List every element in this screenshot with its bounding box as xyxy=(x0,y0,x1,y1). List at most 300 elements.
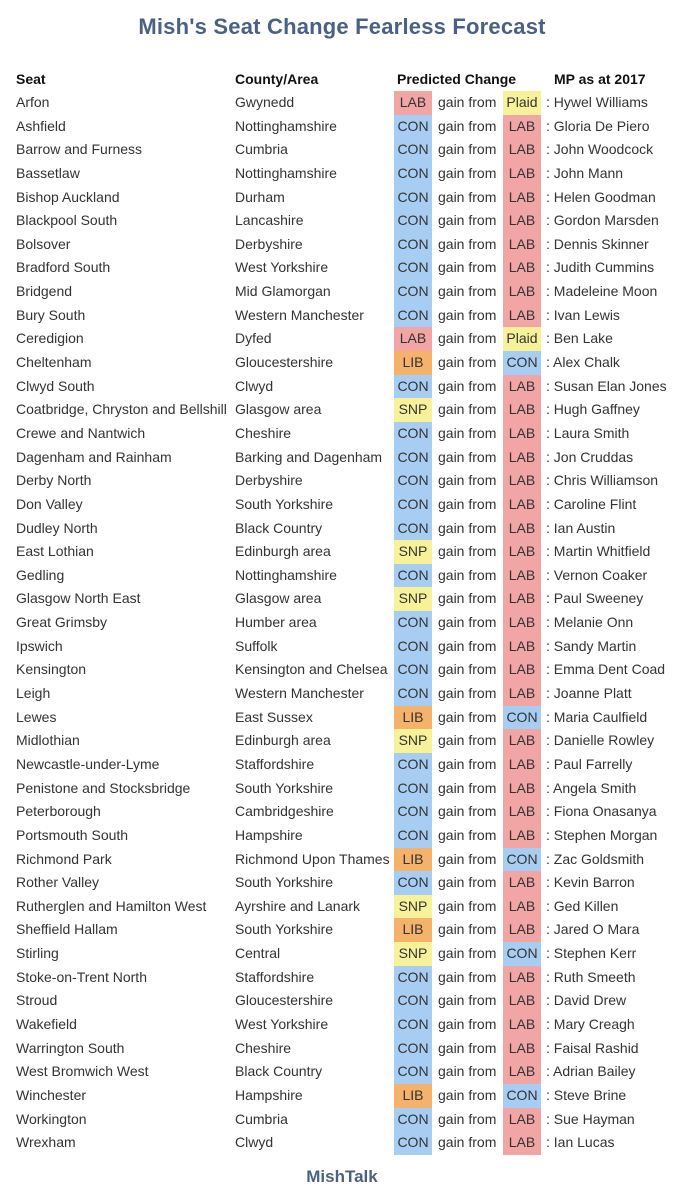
seat-name: Lewes xyxy=(16,708,57,725)
table-row xyxy=(0,91,684,115)
table-row xyxy=(0,611,684,635)
mp-name: : Steve Brine xyxy=(546,1086,627,1103)
losing-party-badge: LAB xyxy=(503,138,541,162)
winning-party-badge: LAB xyxy=(394,91,432,115)
county-area: Cheshire xyxy=(235,1039,292,1056)
gain-from-text: gain from xyxy=(438,188,497,205)
winning-party-badge: CON xyxy=(394,658,432,682)
county-area: West Yorkshire xyxy=(235,259,329,276)
losing-party-badge: CON xyxy=(503,351,541,375)
table-row xyxy=(0,1084,684,1108)
county-area: Western Manchester xyxy=(235,685,364,702)
mp-name: : Ivan Lewis xyxy=(546,306,620,323)
seat-name: Bradford South xyxy=(16,259,111,276)
footer-brand: MishTalk xyxy=(306,1167,378,1186)
county-area: West Yorkshire xyxy=(235,1015,329,1032)
mp-name: : Ben Lake xyxy=(546,330,613,347)
table-row xyxy=(0,517,684,541)
county-area: Black Country xyxy=(235,1063,323,1080)
mp-name: : Stephen Morgan xyxy=(546,826,658,843)
winning-party-badge: SNP xyxy=(394,587,432,611)
winning-party-badge: CON xyxy=(394,493,432,517)
gain-from-text: gain from xyxy=(438,117,497,134)
gain-from-text: gain from xyxy=(438,259,497,276)
seat-name: Midlothian xyxy=(16,732,80,749)
mp-name: : Mary Creagh xyxy=(546,1015,635,1032)
mp-name: : Caroline Flint xyxy=(546,495,637,512)
county-area: Gloucestershire xyxy=(235,992,334,1009)
gain-from-text: gain from xyxy=(438,1039,497,1056)
table-row xyxy=(0,493,684,517)
gain-from-text: gain from xyxy=(438,306,497,323)
table-row xyxy=(0,800,684,824)
losing-party-badge: LAB xyxy=(503,517,541,541)
county-area: Clwyd xyxy=(235,377,274,394)
losing-party-badge: LAB xyxy=(503,989,541,1013)
county-area: Cumbria xyxy=(235,141,288,158)
gain-from-text: gain from xyxy=(438,614,497,631)
county-area: South Yorkshire xyxy=(235,921,334,938)
gain-from-text: gain from xyxy=(438,826,497,843)
mp-name: : Ged Killen xyxy=(546,897,619,914)
county-area: Barking and Dagenham xyxy=(235,448,383,465)
table-row xyxy=(0,871,684,895)
winning-party-badge: CON xyxy=(394,682,432,706)
table-row xyxy=(0,469,684,493)
mp-name: : Melanie Onn xyxy=(546,614,634,631)
table-row xyxy=(0,280,684,304)
mp-name: : Paul Sweeney xyxy=(546,590,644,607)
gain-from-text: gain from xyxy=(438,377,497,394)
table-row xyxy=(0,446,684,470)
losing-party-badge: LAB xyxy=(503,753,541,777)
table-row xyxy=(0,186,684,210)
gain-from-text: gain from xyxy=(438,637,497,654)
losing-party-badge: LAB xyxy=(503,233,541,257)
winning-party-badge: CON xyxy=(394,280,432,304)
losing-party-badge: LAB xyxy=(503,1037,541,1061)
table-row xyxy=(0,635,684,659)
losing-party-badge: LAB xyxy=(503,918,541,942)
seat-name: Portsmouth South xyxy=(16,826,129,843)
mp-name: : Alex Chalk xyxy=(546,354,620,371)
table-row xyxy=(0,233,684,257)
table-row xyxy=(0,587,684,611)
county-area: Cumbria xyxy=(235,1110,288,1127)
table-row xyxy=(0,256,684,280)
mp-name: : Helen Goodman xyxy=(546,188,656,205)
table-row xyxy=(0,942,684,966)
table-row xyxy=(0,1108,684,1132)
losing-party-badge: LAB xyxy=(503,611,541,635)
losing-party-badge: LAB xyxy=(503,966,541,990)
losing-party-badge: LAB xyxy=(503,446,541,470)
gain-from-text: gain from xyxy=(438,921,497,938)
losing-party-badge: LAB xyxy=(503,280,541,304)
seat-name: Ipswich xyxy=(16,637,63,654)
table-row xyxy=(0,138,684,162)
winning-party-badge: CON xyxy=(394,138,432,162)
table-row xyxy=(0,115,684,139)
winning-party-badge: LIB xyxy=(394,706,432,730)
seat-name: Kensington xyxy=(16,661,87,678)
seat-name: Crewe and Nantwich xyxy=(16,424,146,441)
mp-name: : Ian Austin xyxy=(546,519,616,536)
winning-party-badge: SNP xyxy=(394,398,432,422)
seat-name: Bishop Auckland xyxy=(16,188,120,205)
county-area: East Sussex xyxy=(235,708,313,725)
losing-party-badge: LAB xyxy=(503,824,541,848)
seat-name: Dudley North xyxy=(16,519,98,536)
mp-name: : Sue Hayman xyxy=(546,1110,635,1127)
winning-party-badge: CON xyxy=(394,233,432,257)
winning-party-badge: LAB xyxy=(394,327,432,351)
mp-name: : Angela Smith xyxy=(546,779,637,796)
seat-name: Gedling xyxy=(16,566,65,583)
losing-party-badge: LAB xyxy=(503,162,541,186)
mp-name: : Gloria De Piero xyxy=(546,117,650,134)
losing-party-badge: LAB xyxy=(503,635,541,659)
losing-party-badge: LAB xyxy=(503,375,541,399)
winning-party-badge: SNP xyxy=(394,540,432,564)
seat-name: West Bromwich West xyxy=(16,1063,149,1080)
losing-party-badge: LAB xyxy=(503,587,541,611)
county-area: Mid Glamorgan xyxy=(235,283,331,300)
seat-name: Bassetlaw xyxy=(16,164,80,181)
losing-party-badge: LAB xyxy=(503,777,541,801)
losing-party-badge: LAB xyxy=(503,800,541,824)
mp-name: : John Mann xyxy=(546,164,624,181)
gain-from-text: gain from xyxy=(438,141,497,158)
mp-name: : Fiona Onasanya xyxy=(546,803,657,820)
county-area: Nottinghamshire xyxy=(235,566,337,583)
table-row xyxy=(0,777,684,801)
seat-name: Wakefield xyxy=(16,1015,77,1032)
seat-name: Stirling xyxy=(16,945,59,962)
county-area: Staffordshire xyxy=(235,755,315,772)
mp-name: : Maria Caulfield xyxy=(546,708,648,725)
county-area: South Yorkshire xyxy=(235,874,334,891)
county-area: Glasgow area xyxy=(235,590,322,607)
seat-name: Stroud xyxy=(16,992,58,1009)
gain-from-text: gain from xyxy=(438,164,497,181)
winning-party-badge: LIB xyxy=(394,848,432,872)
county-area: Hampshire xyxy=(235,1086,303,1103)
gain-from-text: gain from xyxy=(438,212,497,229)
seat-name: Arfon xyxy=(16,94,50,110)
seat-name: Bridgend xyxy=(16,283,73,300)
winning-party-badge: CON xyxy=(394,209,432,233)
gain-from-text: gain from xyxy=(438,566,497,583)
winning-party-badge: LIB xyxy=(394,351,432,375)
gain-from-text: gain from xyxy=(438,685,497,702)
losing-party-badge: LAB xyxy=(503,895,541,919)
mp-name: : Susan Elan Jones xyxy=(546,377,667,394)
seat-name: Sheffield Hallam xyxy=(16,921,118,938)
county-area: Kensington and Chelsea xyxy=(235,661,388,678)
gain-from-text: gain from xyxy=(438,1134,497,1151)
table-row xyxy=(0,848,684,872)
county-area: Staffordshire xyxy=(235,968,315,985)
seat-name: Peterborough xyxy=(16,803,101,820)
losing-party-badge: LAB xyxy=(503,729,541,753)
county-area: Derbyshire xyxy=(235,472,303,489)
winning-party-badge: CON xyxy=(394,1108,432,1132)
mp-name: : Danielle Rowley xyxy=(546,732,655,749)
table-row xyxy=(0,1037,684,1061)
seat-name: Ashfield xyxy=(16,117,66,134)
mp-name: : Dennis Skinner xyxy=(546,235,649,252)
losing-party-badge: LAB xyxy=(503,398,541,422)
losing-party-badge: LAB xyxy=(503,493,541,517)
losing-party-badge: LAB xyxy=(503,871,541,895)
seat-name: Rother Valley xyxy=(16,874,100,891)
mp-name: : Zac Goldsmith xyxy=(546,850,645,867)
county-area: Clwyd xyxy=(235,1134,274,1151)
winning-party-badge: CON xyxy=(394,256,432,280)
gain-from-text: gain from xyxy=(438,708,497,725)
table-row xyxy=(0,1060,684,1084)
gain-from-text: gain from xyxy=(438,1086,497,1103)
seat-name: Winchester xyxy=(16,1086,87,1103)
seat-name: Coatbridge, Chryston and Bellshill xyxy=(16,401,227,418)
gain-from-text: gain from xyxy=(438,543,497,560)
gain-from-text: gain from xyxy=(438,850,497,867)
table-row xyxy=(0,895,684,919)
winning-party-badge: CON xyxy=(394,162,432,186)
county-area: Ayrshire and Lanark xyxy=(235,897,361,914)
mp-name: : John Woodcock xyxy=(546,141,654,158)
mp-name: : Jon Cruddas xyxy=(546,448,634,465)
table-row xyxy=(0,162,684,186)
seat-name: Rutherglen and Hamilton West xyxy=(16,897,207,914)
losing-party-badge: LAB xyxy=(503,1108,541,1132)
winning-party-badge: CON xyxy=(394,966,432,990)
losing-party-badge: Plaid xyxy=(503,91,541,115)
mp-name: : Emma Dent Coad xyxy=(546,661,666,678)
losing-party-badge: CON xyxy=(503,942,541,966)
table-row xyxy=(0,706,684,730)
table-row xyxy=(0,682,684,706)
county-area: Derbyshire xyxy=(235,235,303,252)
winning-party-badge: CON xyxy=(394,1037,432,1061)
losing-party-badge: LAB xyxy=(503,256,541,280)
seat-name: Warrington South xyxy=(16,1039,125,1056)
county-area: Richmond Upon Thames xyxy=(235,850,390,867)
table-row xyxy=(0,327,684,351)
county-area: Black Country xyxy=(235,519,323,536)
mp-name: : Sandy Martin xyxy=(546,637,637,654)
losing-party-badge: LAB xyxy=(503,1013,541,1037)
losing-party-badge: LAB xyxy=(503,209,541,233)
table-row xyxy=(0,1131,684,1155)
winning-party-badge: CON xyxy=(394,446,432,470)
winning-party-badge: CON xyxy=(394,989,432,1013)
table-row xyxy=(0,422,684,446)
table-row xyxy=(0,304,684,328)
county-area: Central xyxy=(235,945,281,962)
seat-name: Workington xyxy=(16,1110,87,1127)
winning-party-badge: CON xyxy=(394,1013,432,1037)
county-area: Western Manchester xyxy=(235,306,364,323)
seat-name: Ceredigion xyxy=(16,330,84,347)
gain-from-text: gain from xyxy=(438,897,497,914)
seat-name: East Lothian xyxy=(16,543,94,560)
losing-party-badge: LAB xyxy=(503,422,541,446)
county-area: Gwynedd xyxy=(235,94,295,110)
winning-party-badge: CON xyxy=(394,777,432,801)
county-area: South Yorkshire xyxy=(235,495,334,512)
losing-party-badge: LAB xyxy=(503,564,541,588)
losing-party-badge: LAB xyxy=(503,682,541,706)
county-area: Hampshire xyxy=(235,826,303,843)
seat-name: Great Grimsby xyxy=(16,614,108,631)
seat-name: Bolsover xyxy=(16,235,71,252)
table-row xyxy=(0,564,684,588)
winning-party-badge: CON xyxy=(394,824,432,848)
header-mp: MP as at 2017 xyxy=(554,71,646,87)
mp-name: : Gordon Marsden xyxy=(546,212,659,229)
table-row xyxy=(0,540,684,564)
winning-party-badge: CON xyxy=(394,517,432,541)
seat-name: Cheltenham xyxy=(16,354,92,371)
gain-from-text: gain from xyxy=(438,1063,497,1080)
winning-party-badge: CON xyxy=(394,304,432,328)
winning-party-badge: CON xyxy=(394,1060,432,1084)
losing-party-badge: LAB xyxy=(503,469,541,493)
county-area: Suffolk xyxy=(235,637,278,654)
seat-name: Don Valley xyxy=(16,495,83,512)
winning-party-badge: CON xyxy=(394,564,432,588)
losing-party-badge: CON xyxy=(503,706,541,730)
gain-from-text: gain from xyxy=(438,803,497,820)
mp-name: : Ruth Smeeth xyxy=(546,968,636,985)
seat-name: Glasgow North East xyxy=(16,590,141,607)
gain-from-text: gain from xyxy=(438,235,497,252)
seat-name: Derby North xyxy=(16,472,92,489)
winning-party-badge: CON xyxy=(394,635,432,659)
gain-from-text: gain from xyxy=(438,472,497,489)
seat-name: Blackpool South xyxy=(16,212,118,229)
gain-from-text: gain from xyxy=(438,874,497,891)
mp-name: : Laura Smith xyxy=(546,424,630,441)
seat-name: Clwyd South xyxy=(16,377,95,394)
gain-from-text: gain from xyxy=(438,448,497,465)
county-area: Dyfed xyxy=(235,330,272,347)
winning-party-badge: LIB xyxy=(394,1084,432,1108)
table-row xyxy=(0,398,684,422)
county-area: Gloucestershire xyxy=(235,354,334,371)
table-row xyxy=(0,375,684,399)
winning-party-badge: SNP xyxy=(394,942,432,966)
gain-from-text: gain from xyxy=(438,992,497,1009)
mp-name: : Judith Cummins xyxy=(546,259,655,276)
header-seat: Seat xyxy=(16,71,46,87)
winning-party-badge: CON xyxy=(394,422,432,446)
mp-name: : Faisal Rashid xyxy=(546,1039,639,1056)
mp-name: : Joanne Platt xyxy=(546,685,632,702)
gain-from-text: gain from xyxy=(438,732,497,749)
table-row xyxy=(0,753,684,777)
mp-name: : Martin Whitfield xyxy=(546,543,651,560)
mp-name: : Madeleine Moon xyxy=(546,283,658,300)
table-row xyxy=(0,729,684,753)
table-row xyxy=(0,209,684,233)
county-area: Edinburgh area xyxy=(235,732,331,749)
winning-party-badge: SNP xyxy=(394,729,432,753)
losing-party-badge: LAB xyxy=(503,115,541,139)
losing-party-badge: CON xyxy=(503,848,541,872)
gain-from-text: gain from xyxy=(438,519,497,536)
mp-name: : Paul Farrelly xyxy=(546,755,633,772)
gain-from-text: gain from xyxy=(438,1015,497,1032)
losing-party-badge: Plaid xyxy=(503,327,541,351)
winning-party-badge: CON xyxy=(394,469,432,493)
table-row xyxy=(0,918,684,942)
gain-from-text: gain from xyxy=(438,779,497,796)
mp-name: : Kevin Barron xyxy=(546,874,635,891)
seat-name: Leigh xyxy=(16,685,51,702)
table-row xyxy=(0,1013,684,1037)
county-area: Durham xyxy=(235,188,285,205)
county-area: Cambridgeshire xyxy=(235,803,334,820)
winning-party-badge: CON xyxy=(394,800,432,824)
table-row xyxy=(0,989,684,1013)
seat-name: Stoke-on-Trent North xyxy=(16,968,147,985)
winning-party-badge: CON xyxy=(394,186,432,210)
county-area: Glasgow area xyxy=(235,401,322,418)
seat-name: Dagenham and Rainham xyxy=(16,448,172,465)
gain-from-text: gain from xyxy=(438,283,497,300)
gain-from-text: gain from xyxy=(438,94,497,110)
winning-party-badge: CON xyxy=(394,753,432,777)
page-title: Mish's Seat Change Fearless Forecast xyxy=(138,14,546,39)
seat-name: Bury South xyxy=(16,306,86,323)
gain-from-text: gain from xyxy=(438,330,497,347)
seat-name: Richmond Park xyxy=(16,850,112,867)
gain-from-text: gain from xyxy=(438,590,497,607)
mp-name: : Hywel Williams xyxy=(546,94,648,110)
forecast-table xyxy=(0,91,684,1155)
county-area: Edinburgh area xyxy=(235,543,331,560)
table-row xyxy=(0,351,684,375)
gain-from-text: gain from xyxy=(438,755,497,772)
header-predicted-change: Predicted Change xyxy=(397,71,517,87)
seat-name: Newcastle-under-Lyme xyxy=(16,755,160,772)
mp-name: : Vernon Coaker xyxy=(546,566,648,583)
seat-name: Wrexham xyxy=(16,1134,76,1151)
county-area: Nottinghamshire xyxy=(235,164,337,181)
gain-from-text: gain from xyxy=(438,945,497,962)
county-area: South Yorkshire xyxy=(235,779,334,796)
losing-party-badge: LAB xyxy=(503,1131,541,1155)
gain-from-text: gain from xyxy=(438,354,497,371)
winning-party-badge: SNP xyxy=(394,895,432,919)
county-area: Lancashire xyxy=(235,212,304,229)
losing-party-badge: CON xyxy=(503,1084,541,1108)
gain-from-text: gain from xyxy=(438,495,497,512)
seat-name: Barrow and Furness xyxy=(16,141,143,158)
winning-party-badge: CON xyxy=(394,1131,432,1155)
winning-party-badge: CON xyxy=(394,611,432,635)
gain-from-text: gain from xyxy=(438,968,497,985)
losing-party-badge: LAB xyxy=(503,304,541,328)
mp-name: : Hugh Gaffney xyxy=(546,401,640,418)
county-area: Humber area xyxy=(235,614,317,631)
mp-name: : Chris Williamson xyxy=(546,472,659,489)
mp-name: : Ian Lucas xyxy=(546,1134,615,1151)
mp-name: : David Drew xyxy=(546,992,627,1009)
